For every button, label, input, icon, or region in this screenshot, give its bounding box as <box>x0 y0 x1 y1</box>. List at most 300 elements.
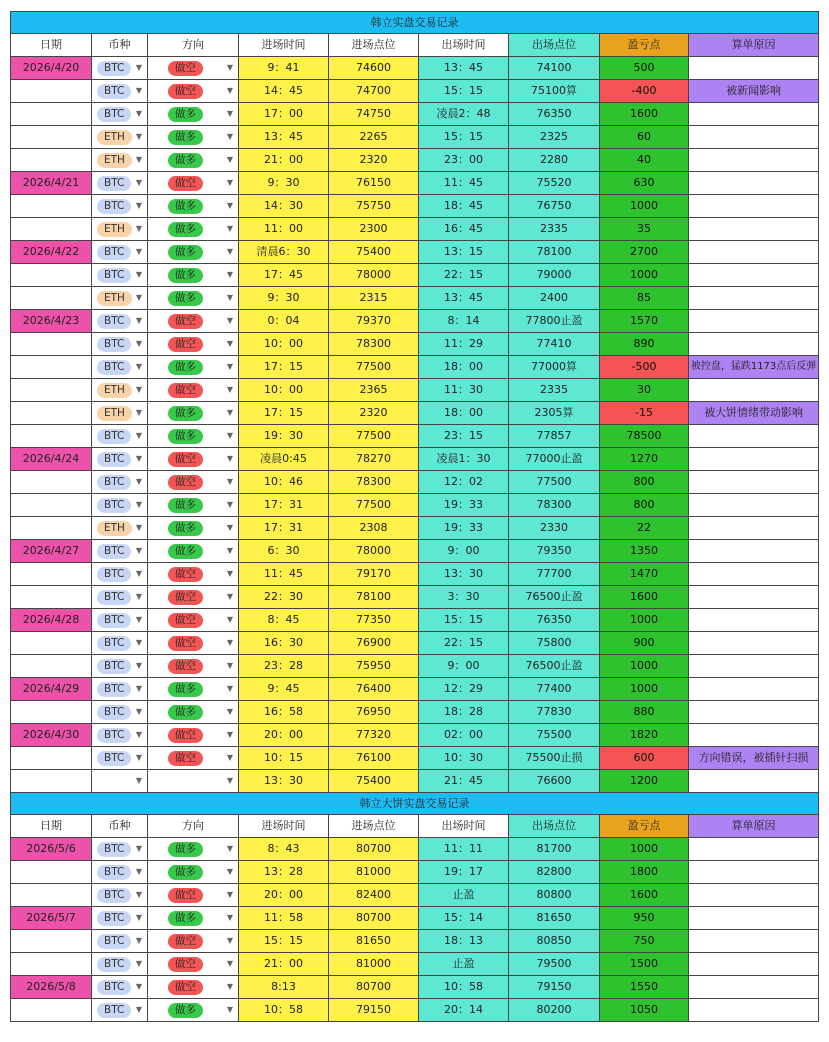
direction-cell[interactable] <box>148 287 239 310</box>
pnl-cell[interactable]: 1550 <box>600 976 689 999</box>
pnl-cell[interactable]: 1800 <box>600 861 689 884</box>
exit-time-cell[interactable]: 19：17 <box>419 861 509 884</box>
entry-time-cell[interactable]: 21：00 <box>239 953 329 976</box>
exit-time-cell[interactable]: 10：30 <box>419 747 509 770</box>
coin-cell[interactable] <box>92 632 148 655</box>
chevron-down-icon[interactable]: ▼ <box>135 684 142 693</box>
exit-time-cell[interactable]: 02：00 <box>419 724 509 747</box>
entry-time-cell[interactable]: 9：30 <box>239 172 329 195</box>
pnl-cell[interactable]: 800 <box>600 494 689 517</box>
pnl-cell[interactable]: 30 <box>600 379 689 402</box>
chevron-down-icon[interactable]: ▼ <box>135 867 142 876</box>
entry-price-cell[interactable]: 2300 <box>329 218 419 241</box>
chevron-down-icon[interactable]: ▼ <box>226 362 233 371</box>
pnl-cell[interactable]: 950 <box>600 907 689 930</box>
entry-price-cell[interactable]: 81000 <box>329 953 419 976</box>
date-cell[interactable] <box>11 930 92 953</box>
chevron-down-icon[interactable]: ▼ <box>135 477 142 486</box>
chevron-down-icon[interactable]: ▼ <box>135 707 142 716</box>
chevron-down-icon[interactable]: ▼ <box>135 247 142 256</box>
entry-time-cell[interactable]: 6：30 <box>239 540 329 563</box>
exit-time-cell[interactable]: 23：15 <box>419 425 509 448</box>
entry-price-cell[interactable]: 76400 <box>329 678 419 701</box>
pnl-cell[interactable]: 1000 <box>600 655 689 678</box>
date-cell[interactable] <box>11 953 92 976</box>
pnl-cell[interactable]: 85 <box>600 287 689 310</box>
reason-cell[interactable] <box>689 126 819 149</box>
direction-cell[interactable] <box>148 976 239 999</box>
date-cell[interactable] <box>11 861 92 884</box>
entry-price-cell[interactable]: 77500 <box>329 356 419 379</box>
direction-cell[interactable] <box>148 103 239 126</box>
coin-cell[interactable] <box>92 678 148 701</box>
entry-time-cell[interactable]: 17：31 <box>239 517 329 540</box>
coin-cell[interactable] <box>92 379 148 402</box>
direction-cell[interactable] <box>148 838 239 861</box>
chevron-down-icon[interactable]: ▼ <box>226 293 233 302</box>
date-cell[interactable] <box>11 632 92 655</box>
entry-time-cell[interactable]: 10：00 <box>239 333 329 356</box>
entry-price-cell[interactable]: 2265 <box>329 126 419 149</box>
reason-cell[interactable] <box>689 861 819 884</box>
exit-time-cell[interactable]: 8：14 <box>419 310 509 333</box>
exit-price-cell[interactable]: 78300 <box>509 494 600 517</box>
coin-cell[interactable] <box>92 80 148 103</box>
exit-time-cell[interactable]: 11：29 <box>419 333 509 356</box>
entry-time-cell[interactable]: 21：00 <box>239 149 329 172</box>
date-cell[interactable] <box>11 999 92 1022</box>
direction-cell[interactable] <box>148 448 239 471</box>
chevron-down-icon[interactable]: ▼ <box>226 247 233 256</box>
pnl-cell[interactable]: 500 <box>600 57 689 80</box>
exit-price-cell[interactable]: 79350 <box>509 540 600 563</box>
chevron-down-icon[interactable]: ▼ <box>226 569 233 578</box>
exit-time-cell[interactable]: 15：14 <box>419 907 509 930</box>
date-cell[interactable] <box>11 379 92 402</box>
entry-price-cell[interactable]: 76150 <box>329 172 419 195</box>
entry-time-cell[interactable]: 13：30 <box>239 770 329 793</box>
date-cell[interactable] <box>11 287 92 310</box>
direction-cell[interactable] <box>148 861 239 884</box>
pnl-cell[interactable]: 1000 <box>600 838 689 861</box>
exit-price-cell[interactable]: 2325 <box>509 126 600 149</box>
exit-price-cell[interactable]: 75800 <box>509 632 600 655</box>
direction-cell[interactable] <box>148 563 239 586</box>
exit-price-cell[interactable]: 77830 <box>509 701 600 724</box>
entry-price-cell[interactable]: 74700 <box>329 80 419 103</box>
entry-time-cell[interactable]: 17：15 <box>239 402 329 425</box>
exit-time-cell[interactable]: 18：45 <box>419 195 509 218</box>
entry-price-cell[interactable]: 77500 <box>329 494 419 517</box>
date-cell[interactable] <box>11 471 92 494</box>
pnl-cell[interactable]: 1000 <box>600 195 689 218</box>
exit-time-cell[interactable]: 20：14 <box>419 999 509 1022</box>
date-cell[interactable]: 2026/5/8 <box>11 976 92 999</box>
pnl-cell[interactable]: 880 <box>600 701 689 724</box>
reason-cell[interactable] <box>689 218 819 241</box>
reason-cell[interactable]: 方向错误，被插针扫损 <box>689 747 819 770</box>
chevron-down-icon[interactable]: ▼ <box>226 431 233 440</box>
coin-cell[interactable] <box>92 609 148 632</box>
exit-price-cell[interactable]: 80200 <box>509 999 600 1022</box>
coin-cell[interactable] <box>92 884 148 907</box>
entry-price-cell[interactable]: 2320 <box>329 149 419 172</box>
chevron-down-icon[interactable]: ▼ <box>135 408 142 417</box>
exit-price-cell[interactable]: 74100 <box>509 57 600 80</box>
chevron-down-icon[interactable]: ▼ <box>135 178 142 187</box>
exit-price-cell[interactable]: 76500止盈 <box>509 655 600 678</box>
coin-cell[interactable] <box>92 976 148 999</box>
exit-price-cell[interactable]: 77000止盈 <box>509 448 600 471</box>
chevron-down-icon[interactable]: ▼ <box>135 63 142 72</box>
coin-cell[interactable] <box>92 425 148 448</box>
reason-cell[interactable] <box>689 953 819 976</box>
entry-price-cell[interactable]: 77320 <box>329 724 419 747</box>
pnl-cell[interactable]: 1600 <box>600 884 689 907</box>
direction-cell[interactable] <box>148 333 239 356</box>
date-cell[interactable] <box>11 80 92 103</box>
entry-time-cell[interactable]: 9：30 <box>239 287 329 310</box>
direction-cell[interactable] <box>148 218 239 241</box>
reason-cell[interactable]: 被新闻影响 <box>689 80 819 103</box>
entry-time-cell[interactable]: 16：30 <box>239 632 329 655</box>
reason-cell[interactable] <box>689 678 819 701</box>
entry-time-cell[interactable]: 凌晨0:45 <box>239 448 329 471</box>
chevron-down-icon[interactable]: ▼ <box>226 385 233 394</box>
exit-price-cell[interactable]: 81700 <box>509 838 600 861</box>
exit-time-cell[interactable]: 16：45 <box>419 218 509 241</box>
chevron-down-icon[interactable]: ▼ <box>135 155 142 164</box>
direction-cell[interactable] <box>148 999 239 1022</box>
exit-time-cell[interactable]: 22：15 <box>419 632 509 655</box>
chevron-down-icon[interactable]: ▼ <box>226 270 233 279</box>
direction-cell[interactable] <box>148 356 239 379</box>
date-cell[interactable]: 2026/4/30 <box>11 724 92 747</box>
chevron-down-icon[interactable]: ▼ <box>226 913 233 922</box>
chevron-down-icon[interactable]: ▼ <box>226 615 233 624</box>
reason-cell[interactable] <box>689 57 819 80</box>
reason-cell[interactable] <box>689 770 819 793</box>
chevron-down-icon[interactable]: ▼ <box>226 936 233 945</box>
chevron-down-icon[interactable]: ▼ <box>135 500 142 509</box>
reason-cell[interactable] <box>689 999 819 1022</box>
reason-cell[interactable] <box>689 884 819 907</box>
coin-cell[interactable] <box>92 701 148 724</box>
entry-time-cell[interactable]: 15：15 <box>239 930 329 953</box>
chevron-down-icon[interactable]: ▼ <box>226 959 233 968</box>
pnl-cell[interactable]: 2700 <box>600 241 689 264</box>
exit-price-cell[interactable]: 76350 <box>509 609 600 632</box>
coin-cell[interactable] <box>92 747 148 770</box>
entry-time-cell[interactable]: 14：45 <box>239 80 329 103</box>
chevron-down-icon[interactable]: ▼ <box>135 1005 142 1014</box>
pnl-cell[interactable]: 1000 <box>600 264 689 287</box>
reason-cell[interactable] <box>689 241 819 264</box>
entry-price-cell[interactable]: 82400 <box>329 884 419 907</box>
pnl-cell[interactable]: 40 <box>600 149 689 172</box>
entry-price-cell[interactable]: 2315 <box>329 287 419 310</box>
date-cell[interactable]: 2026/4/24 <box>11 448 92 471</box>
entry-price-cell[interactable]: 78000 <box>329 540 419 563</box>
exit-time-cell[interactable]: 18：28 <box>419 701 509 724</box>
chevron-down-icon[interactable]: ▼ <box>135 86 142 95</box>
exit-price-cell[interactable]: 82800 <box>509 861 600 884</box>
pnl-cell[interactable]: 1350 <box>600 540 689 563</box>
coin-cell[interactable] <box>92 356 148 379</box>
direction-cell[interactable] <box>148 425 239 448</box>
entry-price-cell[interactable]: 76950 <box>329 701 419 724</box>
date-cell[interactable] <box>11 126 92 149</box>
exit-time-cell[interactable]: 止盈 <box>419 953 509 976</box>
direction-cell[interactable] <box>148 126 239 149</box>
chevron-down-icon[interactable]: ▼ <box>226 316 233 325</box>
date-cell[interactable]: 2026/4/20 <box>11 57 92 80</box>
chevron-down-icon[interactable]: ▼ <box>135 913 142 922</box>
chevron-down-icon[interactable]: ▼ <box>226 890 233 899</box>
pnl-cell[interactable]: 1470 <box>600 563 689 586</box>
exit-price-cell[interactable]: 78100 <box>509 241 600 264</box>
entry-time-cell[interactable]: 8:13 <box>239 976 329 999</box>
chevron-down-icon[interactable]: ▼ <box>135 615 142 624</box>
entry-time-cell[interactable]: 8：43 <box>239 838 329 861</box>
entry-time-cell[interactable]: 13：45 <box>239 126 329 149</box>
entry-price-cell[interactable]: 76900 <box>329 632 419 655</box>
coin-cell[interactable] <box>92 930 148 953</box>
exit-price-cell[interactable]: 77000算 <box>509 356 600 379</box>
exit-price-cell[interactable]: 2335 <box>509 379 600 402</box>
coin-cell[interactable] <box>92 195 148 218</box>
reason-cell[interactable] <box>689 586 819 609</box>
direction-cell[interactable] <box>148 172 239 195</box>
coin-cell[interactable] <box>92 999 148 1022</box>
coin-cell[interactable] <box>92 57 148 80</box>
coin-cell[interactable] <box>92 241 148 264</box>
entry-price-cell[interactable]: 2308 <box>329 517 419 540</box>
direction-cell[interactable] <box>148 953 239 976</box>
exit-price-cell[interactable]: 79000 <box>509 264 600 287</box>
entry-price-cell[interactable]: 75400 <box>329 770 419 793</box>
date-cell[interactable]: 2026/4/21 <box>11 172 92 195</box>
date-cell[interactable] <box>11 701 92 724</box>
coin-cell[interactable] <box>92 517 148 540</box>
reason-cell[interactable] <box>689 310 819 333</box>
reason-cell[interactable] <box>689 563 819 586</box>
date-cell[interactable] <box>11 747 92 770</box>
exit-time-cell[interactable]: 11：45 <box>419 172 509 195</box>
pnl-cell[interactable]: 630 <box>600 172 689 195</box>
entry-time-cell[interactable]: 10：46 <box>239 471 329 494</box>
reason-cell[interactable] <box>689 517 819 540</box>
chevron-down-icon[interactable]: ▼ <box>226 546 233 555</box>
entry-time-cell[interactable]: 20：00 <box>239 884 329 907</box>
exit-price-cell[interactable]: 77857 <box>509 425 600 448</box>
pnl-cell[interactable]: -400 <box>600 80 689 103</box>
exit-price-cell[interactable]: 75500 <box>509 724 600 747</box>
chevron-down-icon[interactable]: ▼ <box>135 316 142 325</box>
entry-time-cell[interactable]: 22：30 <box>239 586 329 609</box>
chevron-down-icon[interactable]: ▼ <box>226 638 233 647</box>
exit-time-cell[interactable]: 15：15 <box>419 126 509 149</box>
entry-time-cell[interactable]: 10：58 <box>239 999 329 1022</box>
exit-price-cell[interactable]: 75100算 <box>509 80 600 103</box>
entry-price-cell[interactable]: 75400 <box>329 241 419 264</box>
entry-time-cell[interactable]: 19：30 <box>239 425 329 448</box>
coin-cell[interactable] <box>92 907 148 930</box>
entry-time-cell[interactable]: 11：00 <box>239 218 329 241</box>
pnl-cell[interactable]: 1570 <box>600 310 689 333</box>
entry-time-cell[interactable]: 17：15 <box>239 356 329 379</box>
chevron-down-icon[interactable]: ▼ <box>226 707 233 716</box>
date-cell[interactable] <box>11 402 92 425</box>
coin-cell[interactable] <box>92 149 148 172</box>
entry-price-cell[interactable]: 78100 <box>329 586 419 609</box>
exit-time-cell[interactable]: 13：30 <box>419 563 509 586</box>
chevron-down-icon[interactable]: ▼ <box>135 569 142 578</box>
coin-cell[interactable] <box>92 448 148 471</box>
chevron-down-icon[interactable]: ▼ <box>135 293 142 302</box>
chevron-down-icon[interactable]: ▼ <box>226 477 233 486</box>
entry-time-cell[interactable]: 0：04 <box>239 310 329 333</box>
chevron-down-icon[interactable]: ▼ <box>226 224 233 233</box>
reason-cell[interactable]: 被大饼情绪带动影响 <box>689 402 819 425</box>
chevron-down-icon[interactable]: ▼ <box>226 132 233 141</box>
exit-time-cell[interactable]: 21：45 <box>419 770 509 793</box>
entry-time-cell[interactable]: 14：30 <box>239 195 329 218</box>
exit-price-cell[interactable]: 77400 <box>509 678 600 701</box>
exit-time-cell[interactable]: 凌晨2：48 <box>419 103 509 126</box>
coin-cell[interactable] <box>92 838 148 861</box>
pnl-cell[interactable]: 1270 <box>600 448 689 471</box>
pnl-cell[interactable]: 800 <box>600 471 689 494</box>
exit-price-cell[interactable]: 2400 <box>509 287 600 310</box>
date-cell[interactable] <box>11 517 92 540</box>
exit-time-cell[interactable]: 18：00 <box>419 402 509 425</box>
reason-cell[interactable] <box>689 149 819 172</box>
entry-time-cell[interactable]: 8：45 <box>239 609 329 632</box>
exit-price-cell[interactable]: 2335 <box>509 218 600 241</box>
direction-cell[interactable] <box>148 724 239 747</box>
direction-cell[interactable] <box>148 471 239 494</box>
chevron-down-icon[interactable]: ▼ <box>226 201 233 210</box>
direction-cell[interactable] <box>148 310 239 333</box>
entry-price-cell[interactable]: 79370 <box>329 310 419 333</box>
chevron-down-icon[interactable]: ▼ <box>226 408 233 417</box>
entry-time-cell[interactable]: 10：00 <box>239 379 329 402</box>
date-cell[interactable]: 2026/4/27 <box>11 540 92 563</box>
reason-cell[interactable] <box>689 287 819 310</box>
pnl-cell[interactable]: -500 <box>600 356 689 379</box>
chevron-down-icon[interactable]: ▼ <box>226 178 233 187</box>
direction-cell[interactable] <box>148 80 239 103</box>
exit-time-cell[interactable]: 12：29 <box>419 678 509 701</box>
exit-price-cell[interactable]: 79500 <box>509 953 600 976</box>
direction-cell[interactable] <box>148 930 239 953</box>
exit-price-cell[interactable]: 76600 <box>509 770 600 793</box>
chevron-down-icon[interactable]: ▼ <box>135 546 142 555</box>
chevron-down-icon[interactable]: ▼ <box>135 982 142 991</box>
chevron-down-icon[interactable]: ▼ <box>226 339 233 348</box>
exit-price-cell[interactable]: 77700 <box>509 563 600 586</box>
exit-time-cell[interactable]: 19：33 <box>419 494 509 517</box>
date-cell[interactable] <box>11 264 92 287</box>
date-cell[interactable] <box>11 655 92 678</box>
date-cell[interactable] <box>11 770 92 793</box>
reason-cell[interactable] <box>689 448 819 471</box>
entry-price-cell[interactable]: 80700 <box>329 907 419 930</box>
direction-cell[interactable] <box>148 57 239 80</box>
direction-cell[interactable] <box>148 770 239 793</box>
coin-cell[interactable] <box>92 402 148 425</box>
exit-time-cell[interactable]: 23：00 <box>419 149 509 172</box>
chevron-down-icon[interactable]: ▼ <box>226 982 233 991</box>
chevron-down-icon[interactable]: ▼ <box>226 454 233 463</box>
pnl-cell[interactable]: 1000 <box>600 609 689 632</box>
reason-cell[interactable] <box>689 264 819 287</box>
exit-price-cell[interactable]: 80850 <box>509 930 600 953</box>
coin-cell[interactable] <box>92 103 148 126</box>
direction-cell[interactable] <box>148 494 239 517</box>
chevron-down-icon[interactable]: ▼ <box>135 753 142 762</box>
exit-time-cell[interactable]: 9：00 <box>419 655 509 678</box>
direction-cell[interactable] <box>148 655 239 678</box>
exit-time-cell[interactable]: 11：30 <box>419 379 509 402</box>
entry-time-cell[interactable]: 17：00 <box>239 103 329 126</box>
chevron-down-icon[interactable]: ▼ <box>135 638 142 647</box>
entry-price-cell[interactable]: 74750 <box>329 103 419 126</box>
date-cell[interactable] <box>11 218 92 241</box>
date-cell[interactable] <box>11 356 92 379</box>
exit-time-cell[interactable]: 9：00 <box>419 540 509 563</box>
pnl-cell[interactable]: 900 <box>600 632 689 655</box>
chevron-down-icon[interactable]: ▼ <box>135 661 142 670</box>
coin-cell[interactable] <box>92 563 148 586</box>
direction-cell[interactable] <box>148 678 239 701</box>
entry-price-cell[interactable]: 81000 <box>329 861 419 884</box>
entry-price-cell[interactable]: 78000 <box>329 264 419 287</box>
reason-cell[interactable] <box>689 907 819 930</box>
direction-cell[interactable] <box>148 884 239 907</box>
chevron-down-icon[interactable]: ▼ <box>135 270 142 279</box>
entry-time-cell[interactable]: 17：45 <box>239 264 329 287</box>
direction-cell[interactable] <box>148 517 239 540</box>
reason-cell[interactable] <box>689 172 819 195</box>
reason-cell[interactable] <box>689 494 819 517</box>
exit-time-cell[interactable]: 凌晨1：30 <box>419 448 509 471</box>
date-cell[interactable] <box>11 425 92 448</box>
chevron-down-icon[interactable]: ▼ <box>226 844 233 853</box>
chevron-down-icon[interactable]: ▼ <box>226 109 233 118</box>
pnl-cell[interactable]: 1200 <box>600 770 689 793</box>
date-cell[interactable]: 2026/5/6 <box>11 838 92 861</box>
exit-time-cell[interactable]: 10：58 <box>419 976 509 999</box>
chevron-down-icon[interactable]: ▼ <box>226 753 233 762</box>
chevron-down-icon[interactable]: ▼ <box>135 224 142 233</box>
reason-cell[interactable] <box>689 609 819 632</box>
coin-cell[interactable] <box>92 770 148 793</box>
entry-time-cell[interactable]: 11：45 <box>239 563 329 586</box>
pnl-cell[interactable]: 22 <box>600 517 689 540</box>
reason-cell[interactable] <box>689 632 819 655</box>
chevron-down-icon[interactable]: ▼ <box>226 63 233 72</box>
reason-cell[interactable] <box>689 930 819 953</box>
exit-time-cell[interactable]: 3：30 <box>419 586 509 609</box>
entry-time-cell[interactable]: 11：58 <box>239 907 329 930</box>
chevron-down-icon[interactable]: ▼ <box>135 385 142 394</box>
exit-time-cell[interactable]: 12：02 <box>419 471 509 494</box>
entry-time-cell[interactable]: 17：31 <box>239 494 329 517</box>
pnl-cell[interactable]: 78500 <box>600 425 689 448</box>
date-cell[interactable] <box>11 586 92 609</box>
